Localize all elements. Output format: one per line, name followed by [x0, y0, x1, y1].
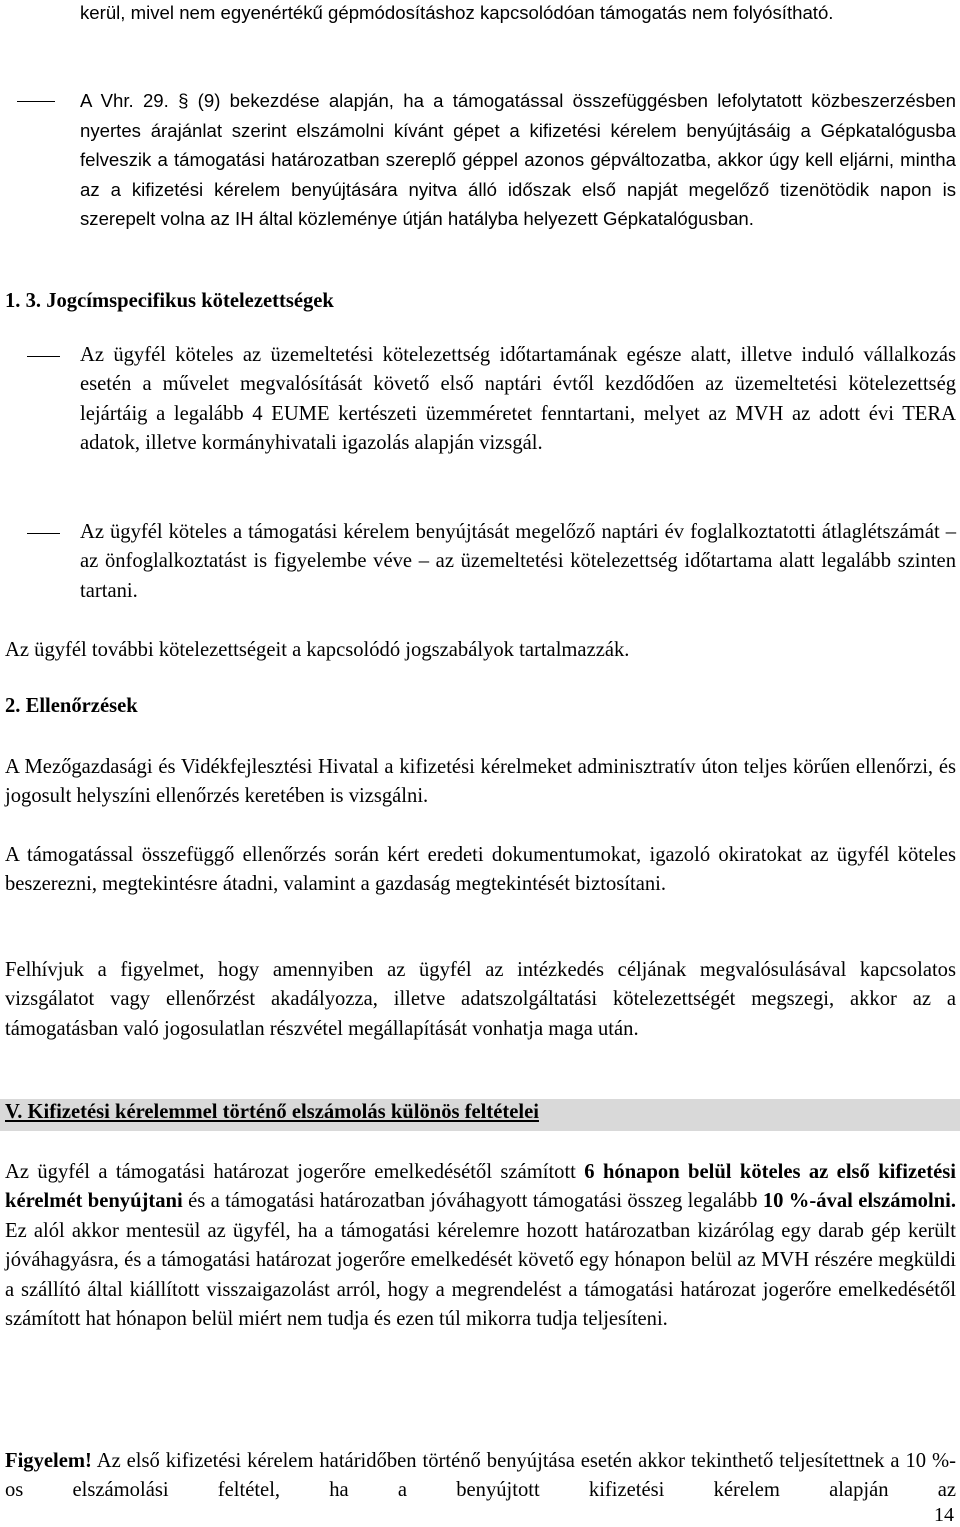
settlement-text-1: Az ügyfél a támogatási határozat jogerőre emelkedésétől számított: [5, 1161, 585, 1183]
settlement-text-3: Ez alól akkor mentesül az ügyfél, ha a támogatási kérelemre hozott határozatban kizárólag egy darab gép került jóváhagyásra, és a támogatási határozat jogerőre emelkedését követő egy hónapon belül az MVH részére megküldi a szállító által kiállított visszaigazolást arról, hogy a megrendelést a támogatási határozat jogerőre emelkedésétől számított hat hónapon belül miért nem tudja és ezen túl mikorra tudja teljesíteni.: [5, 1219, 956, 1331]
checks-paragraph-2: A támogatással összefüggő ellenőrzés során kért eredeti dokumentumokat, igazoló okiratokat az ügyfél köteles beszerezni, megtekintésre átadni, valamint a gazdaság megtekintését biztosítani.: [5, 844, 956, 896]
obligations-closing: Az ügyfél további kötelezettségeit a kapcsolódó jogszabályok tartalmazzák.: [5, 639, 630, 661]
vhr-paragraph: A Vhr. 29. § (9) bekezdése alapján, ha a támogatással összefüggésben lefolytatott közbeszerzésben nyertes árajánlat szerint elszámolni kívánt gépet a kifizetési kérelem benyújtásáig a Gépkatalógusba felveszik a támogatási határozatban szereplő géppel azonos gépváltozatba, akkor úgy kell eljárni, mintha az a kifizetési kérelem benyújtására nyitva álló időszak első napját megelőző tizenötödik napon is szerepelt volna az IH által közleménye útján hatályba helyezett Gépkatalógusban.: [80, 90, 956, 229]
settlement-paragraph: [5, 1158, 956, 1334]
section-heading-1-3: 1. 3. Jogcímspecifikus kötelezettségek: [5, 290, 334, 312]
percentage-emphasis: 10 %-ával elszámolni.: [762, 1190, 957, 1213]
checks-paragraph-1: A Mezőgazdasági és Vidékfejlesztési Hivatal a kifizetési kérelmeket adminisztratív úton teljes körűen ellenőrzi, és jogosult helyszíni ellenőrzés keretében is vizsgálni.: [5, 756, 956, 808]
section-heading-2: 2. Ellenőrzések: [5, 695, 138, 717]
page-number: 14: [934, 1504, 954, 1526]
list-dash: [27, 533, 60, 534]
intro-paragraph: kerül, mivel nem egyenértékű gépmódosításhoz kapcsolódóan támogatás nem folyósítható.: [80, 2, 834, 23]
list-dash: [27, 356, 60, 357]
settlement-text-2: és a támogatási határozatban jóváhagyott támogatási összeg legalább: [182, 1190, 763, 1213]
deadline-emphasis: 6 hónapon belül köteles az első kifizetési kérelmét benyújtani: [5, 1161, 956, 1213]
obligation-item-1: Az ügyfél köteles az üzemeltetési kötelezettség időtartamának egésze alatt, illetve induló vállalkozás esetén a művelet megvalósítását követő első naptári évtől kezdődően az üzemeltetési kötelezettség lejártáig a legalább 4 EUME kertészeti üzemméretet fenntartani, melyet az MVH az adott évi TERA adatok, illetve kormányhivatali igazolás alapján vizsgál.: [80, 344, 956, 455]
list-dash: [17, 101, 55, 102]
checks-paragraph-3: Felhívjuk a figyelmet, hogy amennyiben az ügyfél az intézkedés céljának megvalósulásával kapcsolatos vizsgálatot vagy ellenőrzést akadályozza, illetve adatszolgáltatási kötelezettségét megszegi, akkor az a támogatásban való jogosulatlan részvétel megállapítását vonhatja maga után.: [5, 959, 956, 1040]
obligation-item-2: Az ügyfél köteles a támogatási kérelem benyújtását megelőző naptári év foglalkoztatotti átlaglétszámát – az önfoglalkoztatást is figyelembe véve – az üzemeltetési kötelezettség időtartama alatt legalább szinten tartani.: [80, 521, 956, 602]
section-v-title: V. Kifizetési kérelemmel történő elszámolás különös feltételei: [5, 1101, 539, 1123]
attention-paragraph: [5, 1447, 956, 1506]
attention-text: Az első kifizetési kérelem határidőben történő benyújtása esetén akkor tekinthető teljesítettnek a 10 %-os elszámolási feltétel, ha a benyújtott kifizetési kérelem alapján az: [5, 1450, 956, 1502]
attention-label: Figyelem!: [5, 1450, 92, 1472]
section-heading-v: [5, 1101, 539, 1124]
